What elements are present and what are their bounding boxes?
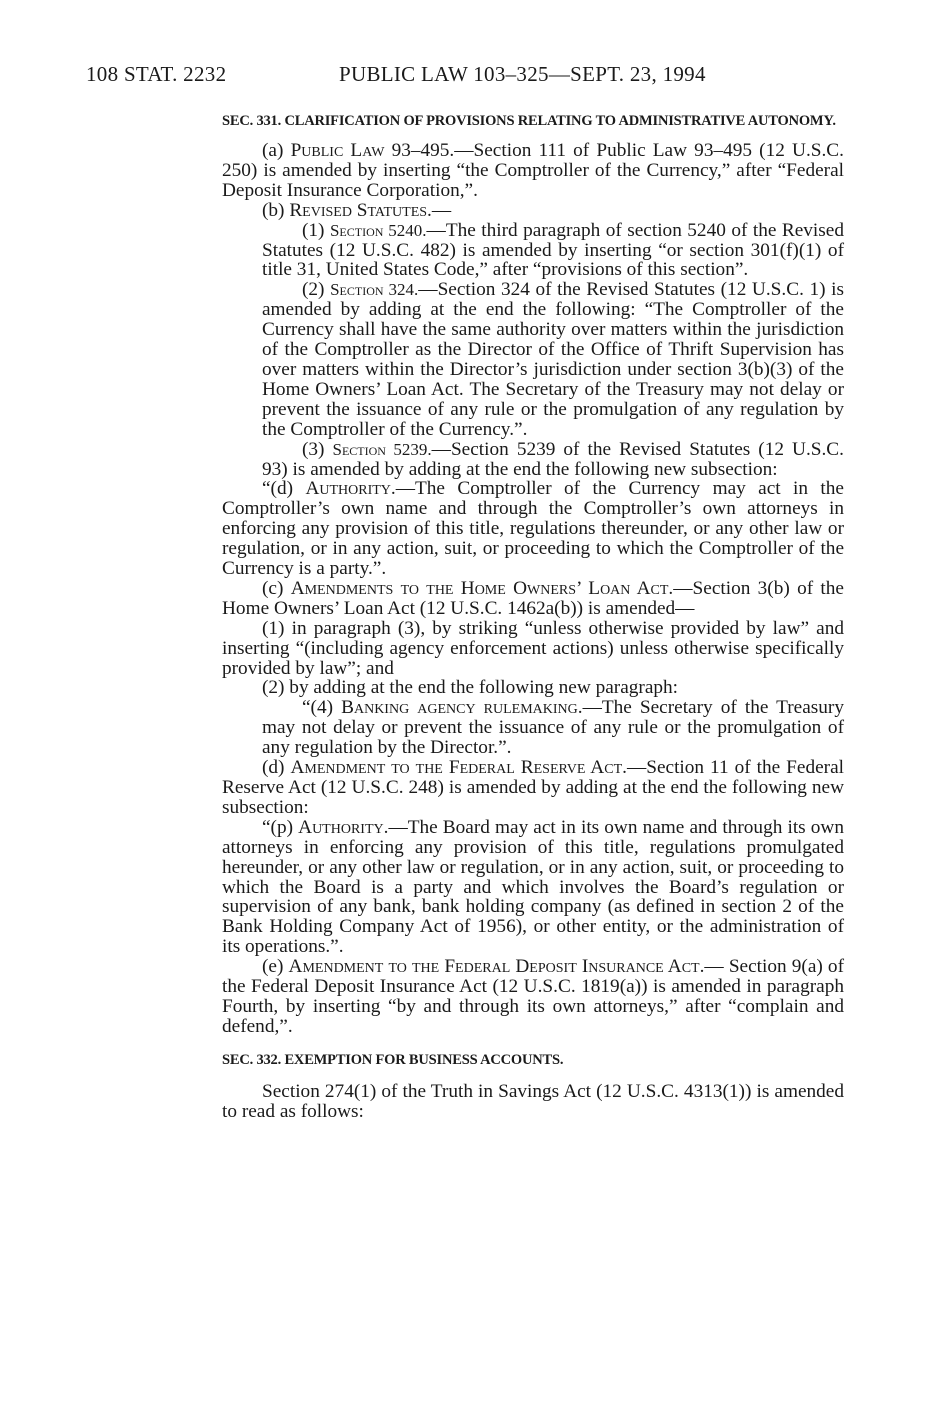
quoted-subsection-p-caption: Authority.: [298, 816, 389, 838]
quoted-paragraph-4: “(4) Banking agency rulemaking.—The Secretary of the Treasury may not delay or prevent the issuance of any rule or the promulgation of any regulation by the Director.”.: [262, 697, 844, 759]
subsection-e: (e) Amendment to the Federal Deposit Insurance Act.— Section 9(a) of the Federal Deposit Insurance Act (12 U.S.C. 1819(a)) is amended in paragraph Fourth, by inserting “by and through its own attorneys,” after “complain and defend,”.: [222, 956, 844, 1037]
subsection-a-caption: Public Law 93–495.: [290, 140, 455, 161]
paragraph-c2: (2) by adding at the end the following new paragraph:: [262, 677, 679, 699]
subsection-b: (b) Revised Statutes.—: [262, 199, 452, 221]
subsection-b-caption: Revised Statutes.: [289, 199, 432, 221]
paragraph-c1: (1) in paragraph (3), by striking “unless otherwise provided by law” and inserting “(including agency enforcement actions) unless otherwise specifically provided by law”; and: [222, 617, 844, 679]
subsection-d: (d) Amendment to the Federal Reserve Act.—Section 11 of the Federal Reserve Act (12 U.S.C. 248) is amended by adding at the end the following new subsection:: [222, 757, 844, 818]
subsection-a: (a) Public Law 93–495.—Section 111 of Public Law 93–495 (12 U.S.C. 250) is amended by inserting “the Comptroller of the Currency,” after “Federal Deposit Insurance Corporation,”.: [222, 140, 844, 201]
public-law-citation: PUBLIC LAW 103–325—SEPT. 23, 1994: [339, 62, 706, 86]
document-body: [222, 112, 844, 1122]
paragraph-b1: (1) Section 5240.—The third paragraph of section 5240 of the Revised Statutes (12 U.S.C. 482) is amended by inserting “or section 301(f)(1) of title 31, United States Code,” after “provisions of this section”.: [262, 219, 844, 281]
paragraph-b3-caption: Section 5239.: [332, 439, 432, 459]
paragraph-b2-caption: Section 324.: [330, 280, 419, 300]
paragraph-b2: (2) Section 324.—Section 324 of the Revised Statutes (12 U.S.C. 1) is amended by adding at the end the following: “The Comptroller of the Currency shall have the same authority over matters within the jurisdiction of the Comptroller as the Director of the Office of Thrift Supervision has over matters within the Director’s jurisdiction under section 3(b)(3) of the Home Owners’ Loan Act. The Secretary of the Treasury may not delay or prevent the issuance of any rule or the promulgation of any regulation by the Comptroller of the Currency.”.: [262, 279, 844, 440]
paragraph-b1-caption: Section 5240.: [329, 220, 427, 240]
quoted-paragraph-4-caption: Banking agency rulemaking.: [341, 697, 583, 719]
statute-page-number: 108 STAT. 2232: [86, 62, 227, 86]
quoted-subsection-p-authority: “(p) Authority.—The Board may act in its own name and through its own attorneys in enforcing any provision of this title, regulations promulgated hereunder, or any other law or regulation, or in any action, suit, or proceeding to which the Board is a party and which involves the Board’s regulation or supervision of any bank, bank holding company (as defined in section 2 of the Bank Holding Company Act of 1956), or other entity, or the administration of its operations.”.: [222, 816, 844, 958]
subsection-d-caption: Amendment to the Federal Reserve Act.: [290, 757, 627, 779]
paragraph-b3: (3) Section 5239.—Section 5239 of the Revised Statutes (12 U.S.C. 93) is amended by adding at the end the following new subsection:: [262, 438, 844, 480]
subsection-c: (c) Amendments to the Home Owners’ Loan Act.—Section 3(b) of the Home Owners’ Loan Act (12 U.S.C. 1462a(b)) is amended—: [222, 577, 844, 619]
subsection-c-caption: Amendments to the Home Owners’ Loan Act.: [290, 577, 674, 599]
section-332-heading: SEC. 332. EXEMPTION FOR BUSINESS ACCOUNTS.: [222, 1051, 564, 1068]
subsection-e-caption: Amendment to the Federal Deposit Insurance Act.: [288, 956, 705, 978]
quoted-subsection-d-authority: “(d) Authority.—The Comptroller of the Currency may act in the Comptroller’s own name and through the Comptroller’s own attorneys in enforcing any provision of this title, regulations thereunder, or any other law or regulation, or in any action, suit, or proceeding to which the Comptroller of the Currency is a party.”.: [222, 478, 844, 580]
quoted-subsection-d-caption: Authority.: [305, 478, 396, 500]
section-332-text: Section 274(1) of the Truth in Savings Act (12 U.S.C. 4313(1)) is amended to read as follows:: [222, 1080, 844, 1122]
section-331-heading: SEC. 331. CLARIFICATION OF PROVISIONS RELATING TO ADMINISTRATIVE AUTONOMY.: [222, 113, 836, 129]
